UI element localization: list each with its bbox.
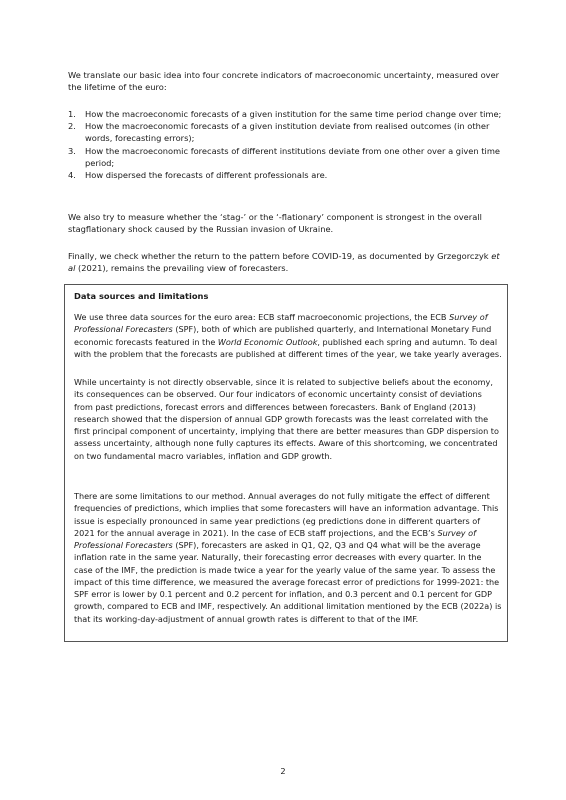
list-item: [68, 169, 508, 181]
indicator-list: [68, 108, 508, 181]
box-paragraph-sources: We use three data sources for the euro area: ECB staff macroeconomic projections, the ECB Survey of Professional Forecasters (SPF), both of which are published quarterly, and International Monetary Fund economic forecasts featured in the World Economic Outlook, published each spring and autumn. To deal with the problem that the forecasts are published at different times of the year, we take yearly averages.: [74, 312, 502, 359]
list-item-number: 2.: [68, 121, 76, 132]
box-paragraph-limitations: There are some limitations to our method. Annual averages do not fully mitigate the effect of different frequencies of predictions, which implies that some forecasters will have an information advantage. This issue is especially pronounced in same year predictions (eg predictions done in different quarters of 2021 for the annual average in 2021). In the case of ECB staff projections, and the ECB’s Survey of Professional Forecasters (SPF), forecasters are asked in Q1, Q2, Q3 and Q4 what will be the average inflation rate in the same year. Naturally, their forecasting error decreases with every quarter. In the case of the IMF, the prediction is made twice a year for the yearly value of the same year. To assess the impact of this time difference, we measured the average forecast error of predictions for 1999-2021: the SPF error is lower by 0.1 percent and 0.2 percent for inflation, and 0.3 percent and 0.1 percent for GDP growth, compared to ECB and IMF, respectively. An additional limitation mentioned by the ECB (2022a) is that its working-day-adjustment of annual growth rates is different to that of the IMF.: [74, 491, 502, 624]
box-paragraph-uncertainty: While uncertainty is not directly observable, since it is related to subjective beliefs about the economy, its consequences can be observed. Our four indicators of economic uncertainty consist of deviations from past predictions, forecast errors and differences between forecasters. Bank of England (2013) research showed that the dispersion of annual GDP growth forecasts was the least correlated with the first principal component of uncertainty, implying that there are better measures than GDP dispersion to assess uncertainty, although none fully captures its effects. Aware of this shortcoming, we concentrated on two fundamental macro variables, inflation and GDP growth.: [74, 377, 499, 461]
data-sources-box: [64, 284, 508, 642]
list-item: [68, 108, 508, 120]
page-number: 2: [280, 766, 286, 776]
list-item: [68, 145, 508, 169]
final-paragraph: Finally, we check whether the return to the pattern before COVID-19, as documented by Grzegorczyk et al (2021), remains the prevailing view of forecasters.: [68, 251, 500, 274]
stagflation-paragraph: We also try to measure whether the ‘stag-’ or the ‘-flationary’ component is strongest in the overall stagflationary shock caused by the Russian invasion of Ukraine.: [68, 212, 482, 235]
list-item-number: 3.: [68, 145, 76, 156]
intro-paragraph: We translate our basic idea into four concrete indicators of macroeconomic uncertainty, measured over the lifetime of the euro:: [68, 70, 500, 93]
list-item-text: How the macroeconomic forecasts of a given institution for the same time period change over time;: [85, 109, 502, 119]
list-item-number: 4.: [68, 170, 76, 181]
list-item-text: How the macroeconomic forecasts of a given institution deviate from realised outcomes (in other words, forecasting errors);: [85, 121, 490, 144]
list-item-text: How dispersed the forecasts of different professionals are.: [85, 170, 328, 181]
list-item-text: How the macroeconomic forecasts of different institutions deviate from one other over a given time period;: [85, 145, 501, 168]
box-title: Data sources and limitations: [74, 291, 209, 301]
list-item-number: 1.: [68, 109, 76, 119]
list-item: [68, 120, 508, 144]
italic-et-al: et al: [68, 251, 500, 274]
